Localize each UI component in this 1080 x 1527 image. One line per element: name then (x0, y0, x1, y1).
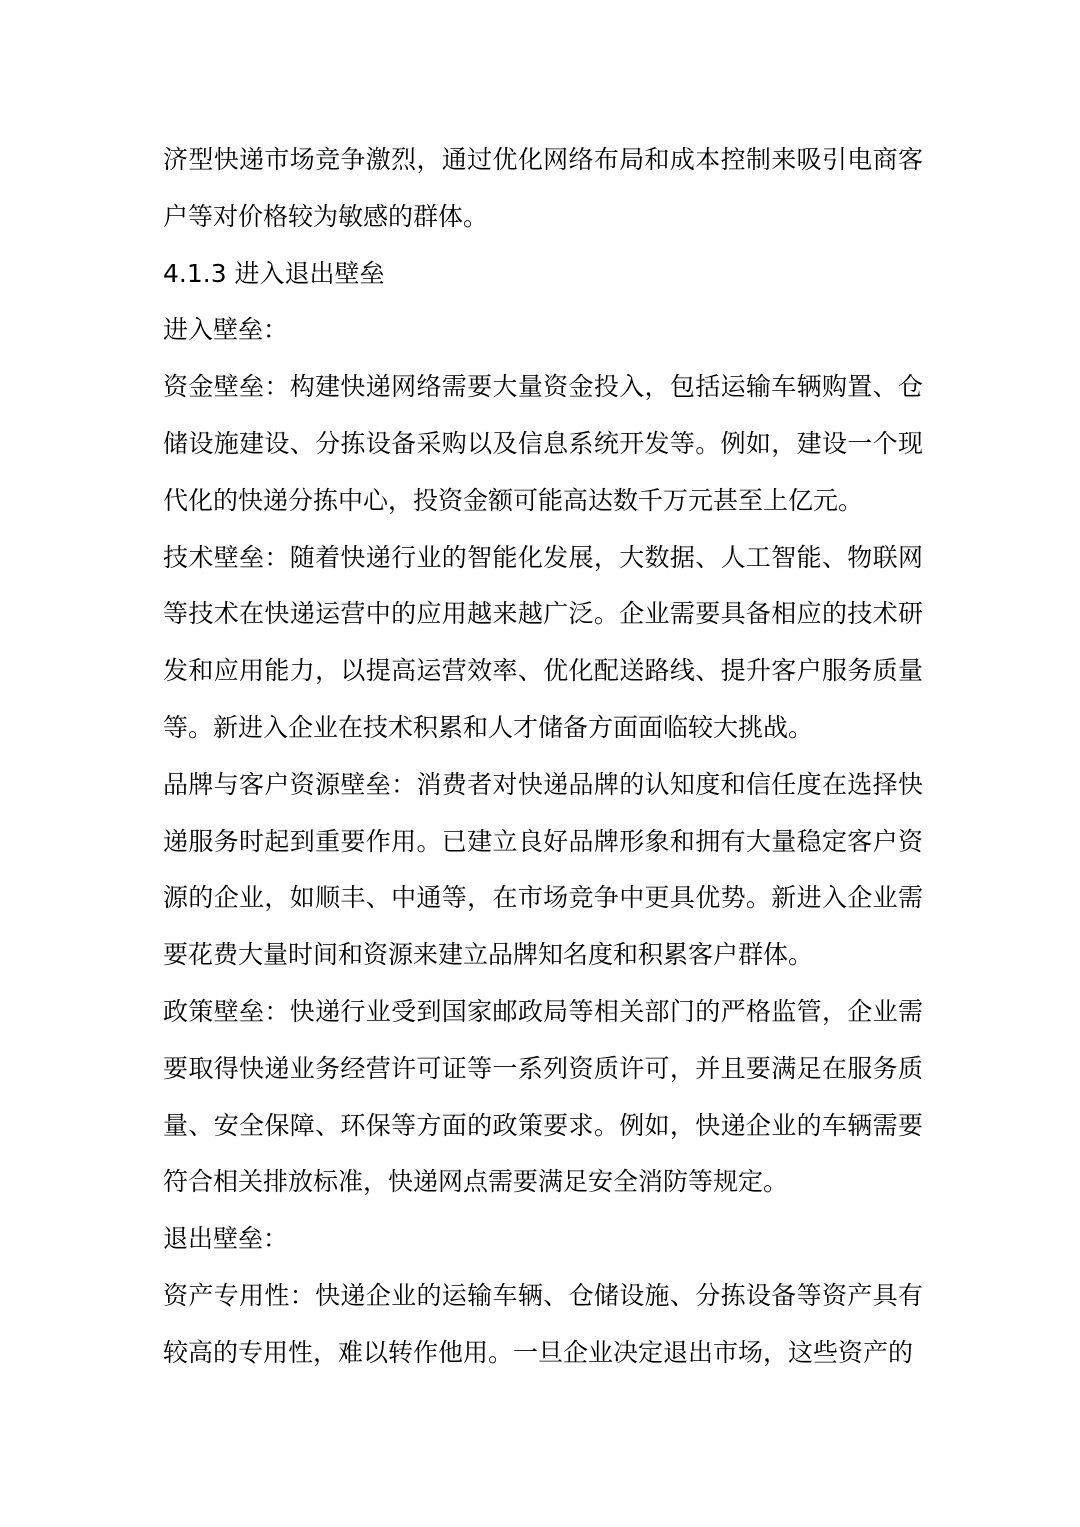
subheading-exit-barriers: 退出壁垒： (163, 1224, 289, 1254)
paragraph-technology-barrier: 技术壁垒：随着快递行业的智能化发展，大数据、人工智能、物联网等技术在快递运营中的应用越来越广泛。企业需要具备相应的技术研发和应用能力，以提高运营效率、优化配送路线、提升客户服务质量等。新进入企业在技术积累和人才储备方面面临较大挑战。 (163, 542, 923, 742)
paragraph-policy-barrier: 政策壁垒：快递行业受到国家邮政局等相关部门的严格监管，企业需要取得快递业务经营许可证等一系列资质许可，并且要满足在服务质量、安全保障、环保等方面的政策要求。例如，快递企业的车辆需要符合相关排放标准，快递网点需要满足安全消防等规定。 (163, 996, 923, 1197)
section-heading: 4.1.3 进入退出壁垒 (163, 258, 385, 288)
paragraph-asset-specificity: 资产专用性：快递企业的运输车辆、仓储设施、分拣设备等资产具有较高的专用性，难以转作他用。一旦企业决定退出市场，这些资产的 (163, 1280, 923, 1367)
subheading-entry-barriers: 进入壁垒： (163, 315, 289, 345)
paragraph-brand-barrier: 品牌与客户资源壁垒：消费者对快递品牌的认知度和信任度在选择快递服务时起到重要作用。已建立良好品牌形象和拥有大量稳定客户资源的企业，如顺丰、中通等，在市场竞争中更具优势。新进入企业需要花费大量时间和资源来建立品牌知名度和积累客户群体。 (163, 769, 923, 970)
document-body (163, 132, 923, 1382)
paragraph-intro-continuation: 济型快递市场竞争激烈，通过优化网络布局和成本控制来吸引电商客户等对价格较为敏感的群体。 (163, 145, 923, 231)
paragraph-capital-barrier: 资金壁垒：构建快递网络需要大量资金投入，包括运输车辆购置、仓储设施建设、分拣设备采购以及信息系统开发等。例如，建设一个现代化的快递分拣中心，投资金额可能高达数千万元甚至上亿元。 (163, 372, 923, 515)
